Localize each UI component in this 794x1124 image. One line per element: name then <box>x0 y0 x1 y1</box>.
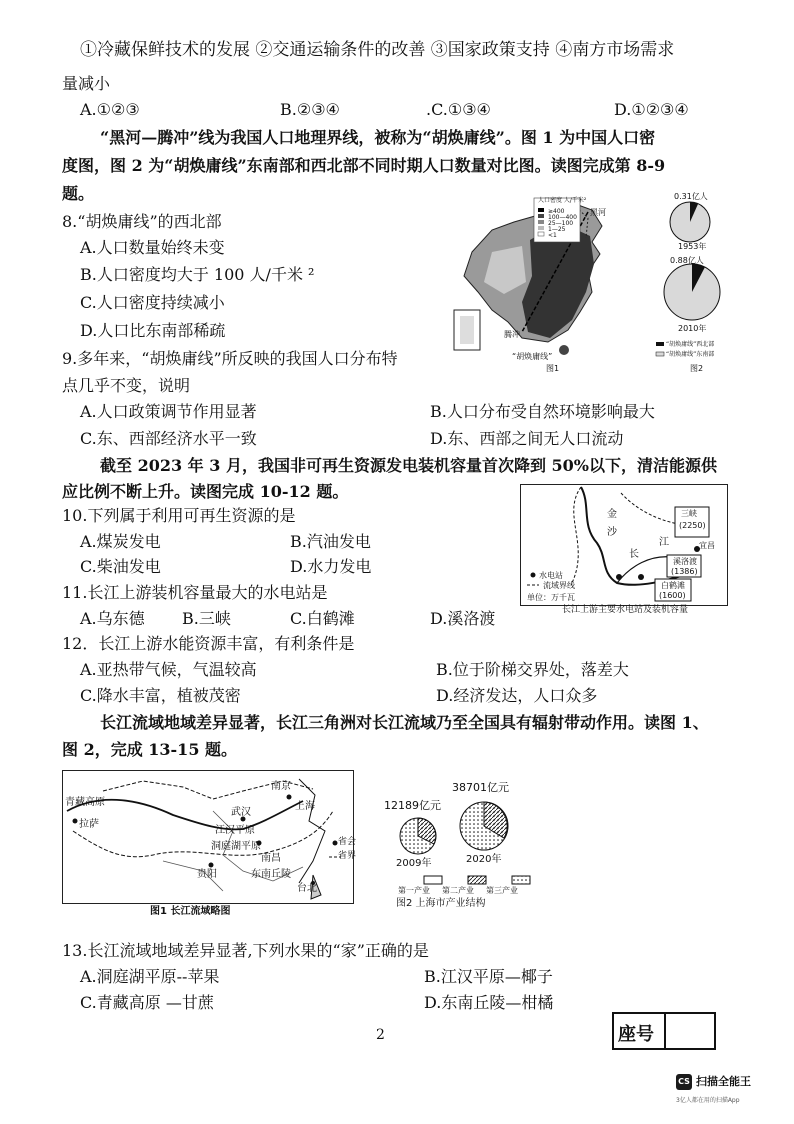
intro-8-9-line1: “黑河—腾冲”线为我国人口地理界线，被称为“胡焕庸线”。图 1 为中国人口密 <box>100 128 656 147</box>
map-legend-item: ≥400 <box>548 208 565 215</box>
legend-tertiary-industry: 第三产业 <box>486 886 518 895</box>
q11-stem: 11.长江上游装机容量最大的水电站是 <box>62 583 328 602</box>
label-wuhan: 武汉 <box>231 807 251 818</box>
shanghai-industry-caption: 图2 上海市产业结构 <box>396 898 486 909</box>
pie2009-year: 2009年 <box>396 858 432 869</box>
shanghai-pies-graphic <box>384 778 544 898</box>
q11-option-b: B.三峡 <box>182 609 231 628</box>
q13-stem: 13.长江流域地域差异显著,下列水果的“家”正确的是 <box>62 941 429 960</box>
pie2009-value: 12189亿元 <box>384 799 441 812</box>
label-sha: 沙 <box>607 527 617 538</box>
q8-option-c: C.人口密度持续减小 <box>80 293 225 312</box>
q9-stem-line2: 点几乎不变，说明 <box>62 376 191 395</box>
label-jin: 金 <box>607 509 617 520</box>
pie-legend-northwest: “胡焕庸线”西北部 <box>666 341 715 348</box>
map-legend-item: 100—400 <box>548 214 577 221</box>
population-density-map <box>452 192 618 372</box>
q10-option-b: B.汽油发电 <box>290 532 371 551</box>
q7-option-a: A.①②③ <box>80 100 140 119</box>
label-dongting-plain: 洞庭湖平原 <box>211 841 261 852</box>
q10-option-d: D.水力发电 <box>290 557 372 576</box>
q7-option-c: .C.①③④ <box>426 100 491 119</box>
pie-legend-southeast: “胡焕庸线”东南部 <box>666 351 715 358</box>
q9-option-c: C.东、西部经济水平一致 <box>80 429 257 448</box>
scanner-tagline: 3亿人都在用的扫描App <box>676 1097 740 1104</box>
label-chang: 长 <box>629 549 639 560</box>
map-legend-item: 25—100 <box>548 220 574 227</box>
value-xiluodu: (1386) <box>671 567 698 576</box>
label-sanxia: 三峡 <box>681 509 697 518</box>
q13-option-d: D.东南丘陵—柑橘 <box>424 993 554 1012</box>
legend-primary-industry: 第一产业 <box>398 886 430 895</box>
label-tengchong: 腾冲 <box>504 330 520 339</box>
legend-unit: 单位：万千瓦 <box>527 593 575 602</box>
pie2010-year: 2010年 <box>678 324 707 333</box>
map-legend-item: 1—25 <box>548 226 566 233</box>
hydropower-caption: 长江上游主要水电站及装机容量 <box>562 605 689 615</box>
q11-option-a: A.乌东德 <box>80 609 145 628</box>
q7-option-b: B.②③④ <box>280 100 340 119</box>
population-pie-figure <box>652 192 732 372</box>
scanner-app-name: 扫描全能王 <box>696 1075 751 1088</box>
q13-option-a: A.洞庭湖平原--苹果 <box>80 967 220 986</box>
q12-option-b: B.位于阶梯交界处，落差大 <box>436 660 629 679</box>
q12-option-d: D.经济发达，人口众多 <box>436 686 598 705</box>
q8-option-a: A.人口数量始终未变 <box>80 238 225 257</box>
shanghai-industry-figure <box>384 778 544 918</box>
q7-statements: ①冷藏保鲜技术的发展 ②交通运输条件的改善 ③国家政策支持 ④南方市场需求 <box>80 40 675 60</box>
figure1-caption: 图1 <box>546 364 560 373</box>
pie1953-year: 1953年 <box>678 242 707 251</box>
label-qingzang-plateau: 青藏高原 <box>65 797 105 808</box>
seat-box-divider <box>664 1014 666 1048</box>
basin-map-caption: 图1 长江流域略图 <box>150 906 231 917</box>
value-sanxia: (2250) <box>679 521 706 530</box>
seat-number-label: 座号 <box>618 1024 654 1045</box>
intro-13-15-line1: 长江流域地域差异显著，长江三角洲对长江流域乃至全国具有辐射带动作用。读图 1、 <box>100 713 709 732</box>
q12-stem: 12．长江上游水能资源丰富，有利条件是 <box>62 634 355 653</box>
label-baihetan: 白鹤滩 <box>661 581 685 590</box>
label-guiyang: 贵阳 <box>197 869 217 880</box>
q10-stem: 10.下列属于利用可再生资源的是 <box>62 506 296 525</box>
q13-option-c: C.青藏高原 —甘蔗 <box>80 993 214 1012</box>
legend-provincial-boundary: 省界 <box>338 851 357 861</box>
figure2-caption: 图2 <box>690 364 704 373</box>
q7-statements-cont: 量减小 <box>62 74 111 93</box>
map-legend-item: <1 <box>548 232 557 239</box>
q11-option-d: D.溪洛渡 <box>430 609 496 628</box>
q11-option-c: C.白鹤滩 <box>290 609 355 628</box>
q10-option-a: A.煤炭发电 <box>80 532 161 551</box>
hydropower-map <box>520 484 728 606</box>
label-lhasa: 拉萨 <box>79 819 99 830</box>
intro-8-9-line3: 题。 <box>62 184 95 203</box>
q9-option-b: B.人口分布受自然环境影响最大 <box>430 402 655 421</box>
q12-option-c: C.降水丰富，植被茂密 <box>80 686 241 705</box>
pie2020-value: 38701亿元 <box>452 781 509 794</box>
q8-option-d: D.人口比东南部稀疏 <box>80 321 226 340</box>
label-taipei: 台北 <box>297 883 317 894</box>
label-southeast-hills: 东南丘陵 <box>251 869 291 880</box>
label-jiang: 江 <box>659 537 669 548</box>
label-yichang: 宜昌 <box>699 541 715 550</box>
intro-10-12-line1: 截至 2023 年 3 月，我国非可再生资源发电装机容量首次降到 50%以下，清洁能源供 <box>100 456 717 475</box>
camscanner-logo: CS <box>676 1074 692 1090</box>
q10-option-c: C.柴油发电 <box>80 557 161 576</box>
label-heihe: 黑河 <box>590 208 606 217</box>
intro-10-12-line2: 应比例不断上升。读图完成 10-12 题。 <box>62 482 349 501</box>
map-legend-title: 人口密度 人/千米² <box>538 197 587 204</box>
legend-provincial-capital: 省会 <box>338 837 357 847</box>
q9-option-a: A.人口政策调节作用显著 <box>80 402 257 421</box>
q12-option-a: A.亚热带气候，气温较高 <box>80 660 257 679</box>
legend-basin-boundary: 流域界线 <box>543 581 575 590</box>
intro-8-9-line2: 度图，图 2 为“胡焕庸线”东南部和西北部不同时期人口数量对比图。读图完成第 8-9 <box>62 156 666 175</box>
label-shanghai: 上海 <box>295 801 315 812</box>
value-baihetan: (1600) <box>659 591 686 600</box>
q7-option-d: D.①②③④ <box>614 100 689 119</box>
label-nanchang: 南昌 <box>261 853 281 864</box>
q9-option-d: D.东、西部之间无人口流动 <box>430 429 624 448</box>
legend-secondary-industry: 第二产业 <box>442 886 474 895</box>
yangtze-basin-map <box>62 770 357 904</box>
seat-number-box <box>612 1012 716 1050</box>
china-map-graphic <box>452 192 618 372</box>
pie1953-value: 0.31亿人 <box>674 192 708 201</box>
legend-hydro-station: 水电站 <box>539 571 563 580</box>
q8-option-b: B.人口密度均大于 100 人/千米 ² <box>80 265 315 284</box>
intro-13-15-line2: 图 2，完成 13-15 题。 <box>62 740 238 759</box>
label-jianghan-plain: 江汉平原 <box>215 825 255 836</box>
label-nanjing: 南京 <box>271 781 291 792</box>
label-xiluodu: 溪洛渡 <box>673 557 697 566</box>
q9-stem-line1: 9.多年来，“胡焕庸线”所反映的我国人口分布特 <box>62 349 398 368</box>
page-number: 2 <box>376 1027 385 1043</box>
pie2020-year: 2020年 <box>466 854 502 865</box>
label-hu-line: “胡焕庸线” <box>512 352 553 361</box>
pie2010-value: 0.88亿人 <box>670 256 704 265</box>
q13-option-b: B.江汉平原—椰子 <box>424 967 553 986</box>
q8-stem: 8.“胡焕庸线”的西北部 <box>62 212 222 231</box>
